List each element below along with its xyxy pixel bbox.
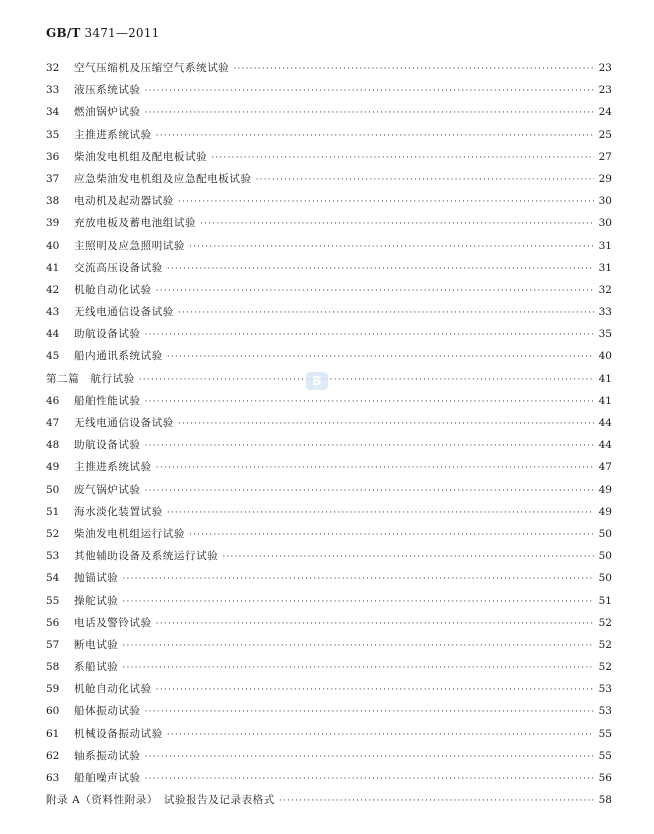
toc-leader-dots — [145, 701, 594, 723]
toc-entry-number: 35 — [46, 128, 60, 141]
toc-leader-dots — [189, 236, 594, 258]
toc-entry-number: 55 — [46, 594, 60, 607]
toc-entry[interactable] — [46, 590, 612, 612]
toc-entry-page: 41 — [598, 372, 612, 385]
toc-entry-page: 24 — [598, 106, 612, 119]
toc-entry-number: 34 — [46, 106, 60, 119]
toc-leader-dots — [122, 635, 594, 657]
toc-entry[interactable] — [46, 456, 612, 478]
toc-entry[interactable] — [46, 745, 612, 767]
toc-entry-page: 44 — [598, 417, 612, 429]
toc-entry-title: 机舱自动化试验 — [74, 683, 152, 696]
toc-entry-title: 废气锅炉试验 — [74, 483, 141, 496]
toc-entry-title: 抛锚试验 — [74, 572, 119, 585]
toc-leader-dots — [256, 169, 594, 191]
toc-entry-number: 61 — [46, 727, 60, 740]
toc-entry-page: 31 — [598, 261, 612, 274]
toc-entry[interactable] — [46, 434, 612, 456]
toc-entry[interactable] — [46, 523, 612, 545]
toc-entry-page: 35 — [598, 328, 612, 341]
toc-entry-title: 船体振动试验 — [74, 705, 141, 718]
toc-entry[interactable] — [46, 612, 612, 634]
toc-entry-title: 空气压缩机及压缩空气系统试验 — [74, 62, 230, 74]
toc-entry-title: 柴油发电机组及配电板试验 — [74, 150, 208, 163]
toc-leader-dots — [122, 657, 594, 679]
toc-entry-title: 船内通讯系统试验 — [74, 350, 163, 363]
toc-leader-dots — [145, 80, 594, 102]
toc-entry-page: 50 — [598, 572, 612, 585]
toc-leader-dots — [178, 191, 594, 213]
toc-entry-number: 54 — [46, 572, 60, 585]
toc-leader-dots — [156, 679, 594, 701]
standard-number: 3471—2011 — [84, 26, 160, 40]
toc-entry-title: 充放电板及蓄电池组试验 — [74, 217, 197, 230]
toc-entry-number: 56 — [46, 616, 60, 629]
toc-entry-number: 57 — [46, 638, 60, 651]
toc-entry[interactable] — [46, 567, 612, 589]
toc-leader-dots — [156, 457, 594, 479]
toc-entry-number: 48 — [46, 439, 60, 452]
toc-leader-dots — [233, 58, 594, 80]
toc-entry[interactable] — [46, 700, 612, 722]
toc-leader-dots — [145, 102, 594, 124]
toc-entry-title: 燃油锅炉试验 — [74, 106, 141, 119]
toc-entry-number: 50 — [46, 483, 60, 496]
toc-entry-page: 32 — [598, 283, 612, 296]
toc-leader-dots — [222, 546, 594, 568]
toc-leader-dots — [200, 213, 594, 235]
toc-entry-page: 50 — [598, 527, 612, 540]
toc-entry[interactable] — [46, 345, 612, 367]
table-of-contents — [46, 57, 612, 811]
toc-entry-page: 58 — [598, 794, 612, 807]
page-header — [46, 26, 159, 40]
toc-entry[interactable] — [46, 301, 612, 323]
toc-leader-dots — [145, 391, 594, 413]
toc-entry-number: 47 — [46, 417, 60, 429]
toc-entry-title: 轴系振动试验 — [74, 749, 141, 762]
toc-entry-title: 电动机及起动器试验 — [74, 195, 174, 208]
toc-entry-number: 44 — [46, 328, 60, 341]
toc-leader-dots — [145, 746, 594, 768]
toc-entry-page: 41 — [598, 394, 612, 407]
toc-entry[interactable] — [46, 279, 612, 301]
toc-leader-dots — [145, 480, 594, 502]
toc-entry-page: 56 — [598, 772, 612, 784]
toc-entry[interactable] — [46, 257, 612, 279]
doc-site-logo-icon: B — [306, 372, 328, 390]
toc-entry[interactable] — [46, 767, 612, 789]
toc-entry-title: 助航设备试验 — [74, 439, 141, 452]
toc-entry-number: 53 — [46, 550, 60, 563]
toc-entry[interactable] — [46, 168, 612, 190]
toc-entry[interactable] — [46, 634, 612, 656]
toc-entry-page: 25 — [598, 128, 612, 141]
toc-entry-page: 52 — [598, 638, 612, 651]
toc-leader-dots — [145, 768, 594, 790]
toc-entry-number: 45 — [46, 350, 60, 363]
toc-leader-dots — [167, 346, 594, 368]
toc-entry[interactable] — [46, 390, 612, 412]
toc-entry[interactable] — [46, 323, 612, 345]
toc-entry-number: 42 — [46, 283, 60, 296]
toc-entry-page: 40 — [598, 350, 612, 363]
toc-entry-page: 44 — [598, 439, 612, 452]
toc-entry[interactable] — [46, 678, 612, 700]
toc-entry-page: 49 — [598, 505, 612, 518]
toc-entry-title: 断电试验 — [74, 638, 119, 651]
toc-entry[interactable] — [46, 545, 612, 567]
toc-entry-page: 53 — [598, 683, 612, 696]
toc-entry-page: 50 — [598, 550, 612, 563]
toc-entry-number: 58 — [46, 661, 60, 674]
toc-entry-title: 附录 A（资料性附录） 试验报告及记录表格式 — [46, 794, 275, 807]
toc-entry-number: 60 — [46, 705, 60, 718]
toc-entry-page: 30 — [598, 195, 612, 208]
toc-entry-page: 30 — [598, 217, 612, 230]
toc-entry-title: 海水淡化装置试验 — [74, 505, 163, 518]
toc-entry-number: 49 — [46, 461, 60, 474]
toc-entry-number: 38 — [46, 195, 60, 208]
toc-entry-page: 55 — [598, 727, 612, 740]
toc-entry[interactable] — [46, 212, 612, 234]
toc-entry-title: 柴油发电机组运行试验 — [74, 527, 185, 540]
toc-entry-title: 主推进系统试验 — [74, 128, 152, 141]
toc-entry-title: 电话及警铃试验 — [74, 616, 152, 629]
toc-entry[interactable] — [46, 146, 612, 168]
toc-entry-page: 53 — [598, 705, 612, 718]
toc-entry[interactable] — [46, 479, 612, 501]
toc-entry-number: 43 — [46, 306, 60, 319]
toc-leader-dots — [167, 502, 594, 524]
toc-entry-number: 37 — [46, 172, 60, 185]
toc-entry-title: 无线电通信设备试验 — [74, 306, 174, 319]
toc-leader-dots — [156, 280, 594, 302]
toc-entry[interactable] — [46, 190, 612, 212]
toc-entry-title: 其他辅助设备及系统运行试验 — [74, 550, 219, 563]
toc-leader-dots — [189, 524, 594, 546]
toc-leader-dots — [122, 591, 594, 613]
toc-entry-title: 液压系统试验 — [74, 84, 141, 97]
toc-entry-title: 应急柴油发电机组及应急配电板试验 — [74, 172, 252, 185]
toc-entry-number: 36 — [46, 150, 60, 163]
toc-entry[interactable] — [46, 368, 612, 390]
toc-entry-number: 62 — [46, 749, 60, 762]
toc-entry-number: 52 — [46, 527, 60, 540]
toc-leader-dots — [178, 302, 594, 324]
toc-entry[interactable] — [46, 235, 612, 257]
toc-entry[interactable] — [46, 57, 612, 79]
toc-entry[interactable] — [46, 656, 612, 678]
toc-leader-dots — [122, 568, 594, 590]
toc-entry-title: 助航设备试验 — [74, 328, 141, 341]
toc-entry-number: 39 — [46, 217, 60, 230]
toc-entry-page: 52 — [598, 661, 612, 674]
toc-entry-page: 29 — [598, 172, 612, 185]
toc-entry-title: 无线电通信设备试验 — [74, 417, 174, 429]
toc-entry-page: 27 — [598, 150, 612, 163]
toc-entry-title: 主推进系统试验 — [74, 461, 152, 474]
toc-leader-dots — [211, 147, 594, 169]
toc-entry-page: 51 — [598, 594, 612, 607]
toc-entry-number: 40 — [46, 239, 60, 252]
toc-entry[interactable] — [46, 501, 612, 523]
toc-entry-title: 船舶噪声试验 — [74, 772, 141, 784]
toc-leader-dots — [167, 724, 594, 746]
toc-entry-title: 船舶性能试验 — [74, 394, 141, 407]
toc-entry-title: 交流高压设备试验 — [74, 261, 163, 274]
toc-entry-number: 32 — [46, 62, 60, 74]
toc-entry-page: 52 — [598, 616, 612, 629]
toc-leader-dots — [145, 435, 594, 457]
toc-entry-title: 主照明及应急照明试验 — [74, 239, 185, 252]
toc-entry-page: 47 — [598, 461, 612, 474]
toc-entry-page: 31 — [598, 239, 612, 252]
toc-entry-title: 操舵试验 — [74, 594, 119, 607]
toc-entry-title: 机舱自动化试验 — [74, 283, 152, 296]
toc-leader-dots — [156, 125, 594, 147]
toc-entry[interactable] — [46, 723, 612, 745]
toc-entry[interactable] — [46, 412, 612, 434]
toc-entry[interactable] — [46, 124, 612, 146]
toc-leader-dots — [156, 613, 594, 635]
toc-entry-page: 55 — [598, 749, 612, 762]
toc-entry-page: 23 — [598, 84, 612, 97]
toc-entry-title: 机械设备振动试验 — [74, 727, 163, 740]
toc-entry-number: 63 — [46, 772, 60, 784]
toc-entry-number: 41 — [46, 261, 60, 274]
toc-entry-title: 第二篇 航行试验 — [46, 372, 135, 385]
toc-entry[interactable] — [46, 79, 612, 101]
toc-entry[interactable] — [46, 101, 612, 123]
standard-code: GB/T — [46, 26, 81, 40]
toc-entry-number: 46 — [46, 394, 60, 407]
toc-leader-dots — [178, 413, 594, 435]
toc-leader-dots — [139, 369, 594, 391]
toc-entry-number: 59 — [46, 683, 60, 696]
toc-entry-title: 系船试验 — [74, 661, 119, 674]
toc-entry-page: 49 — [598, 483, 612, 496]
toc-leader-dots — [279, 790, 594, 812]
toc-leader-dots — [145, 324, 594, 346]
toc-leader-dots — [167, 258, 594, 280]
toc-entry-number: 33 — [46, 84, 60, 97]
toc-entry-page: 23 — [598, 62, 612, 74]
toc-entry-page: 33 — [598, 306, 612, 319]
toc-entry[interactable] — [46, 789, 612, 811]
toc-entry-number: 51 — [46, 505, 60, 518]
